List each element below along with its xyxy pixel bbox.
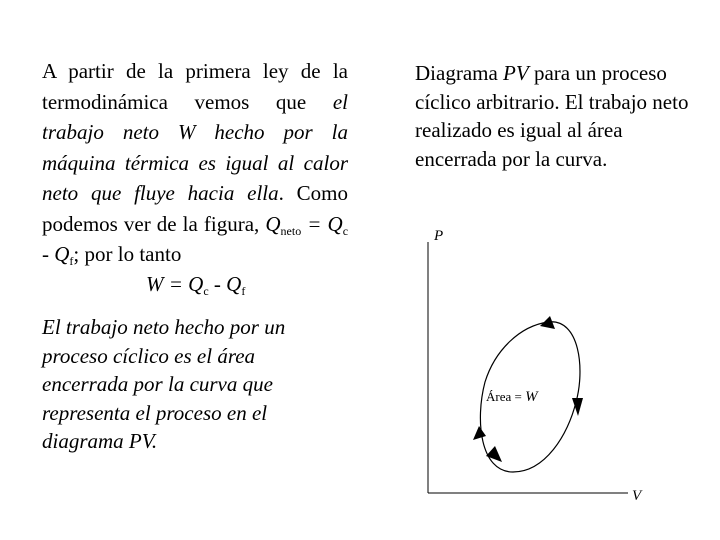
c-subscript: c bbox=[342, 223, 349, 238]
caption-prefix: Diagrama bbox=[415, 61, 504, 85]
arrow-left bbox=[473, 426, 486, 440]
p-axis-label: P bbox=[434, 228, 444, 244]
equals-qc: = Q bbox=[301, 211, 343, 236]
work-formula bbox=[146, 272, 245, 297]
intro-text: A partir de la primera ley de la termodinámica vemos que bbox=[42, 59, 348, 114]
neto-subscript: neto bbox=[280, 223, 302, 238]
caption-pv: PV bbox=[503, 61, 529, 85]
bridge-text: . Como podemos ver de la figura, bbox=[42, 181, 348, 236]
first-law-paragraph bbox=[42, 56, 348, 270]
conclusion-paragraph: El trabajo neto hecho por un proceso cíclico es el área encerrada por la curva que representa el proceso en el diagrama PV. bbox=[42, 315, 286, 453]
arrow-bottom bbox=[486, 446, 502, 462]
ending-text: ; por lo tanto bbox=[73, 242, 182, 266]
pv-diagram bbox=[400, 220, 700, 510]
area-w-label: W bbox=[525, 389, 538, 405]
net-work-statement: el trabajo neto W hecho por la máquina térmica es igual al calor neto que fluye hacia ella bbox=[42, 89, 348, 205]
formula-c-subscript: c bbox=[203, 284, 209, 298]
formula-minus-qf: - Q bbox=[208, 272, 242, 296]
f-subscript: f bbox=[69, 254, 74, 268]
v-axis-label: V bbox=[632, 488, 642, 504]
area-label bbox=[486, 389, 539, 405]
arrow-right bbox=[572, 398, 583, 416]
q-symbol: Q bbox=[265, 211, 281, 236]
diagram-caption bbox=[415, 59, 695, 173]
area-label-text: Área = bbox=[486, 389, 526, 404]
minus-qf: - Q bbox=[42, 242, 70, 266]
formula-f-subscript: f bbox=[241, 284, 246, 298]
caption-rest: para un proceso cíclico arbitrario. El trabajo neto realizado es igual al área encerrada por la curva. bbox=[415, 61, 689, 171]
formula-equals-qc: = Q bbox=[163, 272, 204, 296]
formula-w: W bbox=[146, 272, 164, 296]
